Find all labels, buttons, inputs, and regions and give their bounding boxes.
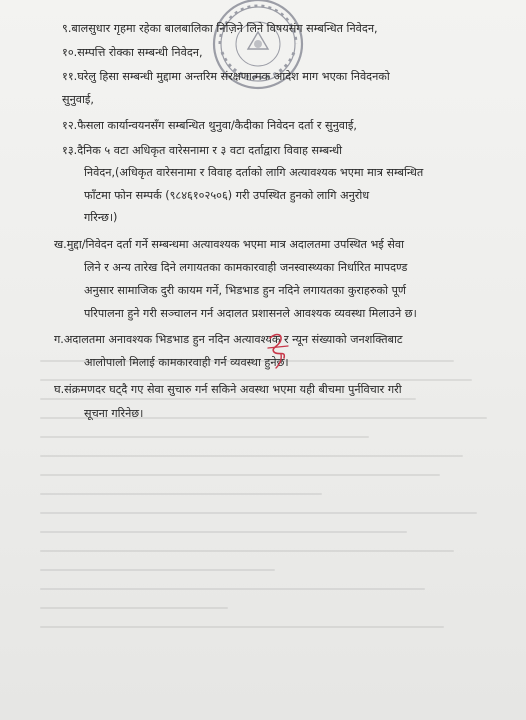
text-line-14: ग.अदालतमा अनावश्यक भिडभाड हुन नदिन अत्यावश्यक र न्यून संख्याको जनशक्तिबाट: [54, 333, 403, 346]
text-line-10: ख.मुद्दा/निवेदन दर्ता गर्ने सम्बन्धमा अत्यावश्यक भएमा मात्र अदालतमा उपस्थित भई सेवा: [54, 238, 405, 251]
text-line-4: सुनुवाई,: [62, 93, 94, 106]
text-line-3: ११.घरेलु हिसा सम्बन्धी मुद्दामा अन्तरिम संरक्षणात्मक आदेश माग भएका निवेदनको: [62, 70, 390, 83]
text-line-8: फाँटमा फोन सम्पर्क (९८४६१०२५०६) गरी उपस्थित हुनको लागि अनुरोध: [84, 189, 370, 202]
text-line-15: आलोपालो मिलाई कामकारवाही गर्न व्यवस्था हुनेछ।: [84, 356, 289, 369]
text-line-17: सूचना गरिनेछ।: [84, 407, 144, 420]
handwritten-signature-icon: [262, 330, 296, 370]
text-line-9: गरिन्छ।): [84, 211, 118, 224]
text-line-7: निवेदन,(अधिकृत वारेसनामा र विवाह दर्ताको लागि अत्यावश्यक भएमा मात्र सम्बन्धित: [84, 166, 424, 179]
text-line-16: घ.संक्रमणदर घट्दै गए सेवा सुचारु गर्न सकिने अवस्था भएमा यही बीचमा पुर्नविचार गरी: [54, 383, 402, 396]
text-line-12: अनुसार सामाजिक दुरी कायम गर्ने, भिडभाड हुन नदिने लगायतका कुराहरुको पूर्ण: [84, 284, 407, 297]
bleed-through-texture: [40, 360, 510, 660]
text-line-2: १०.सम्पत्ति रोक्का सम्बन्धी निवेदन,: [62, 46, 203, 59]
text-line-13: परिपालना हुने गरी सञ्चालन गर्न अदालत प्रशासनले आवश्यक व्यवस्था मिलाउने छ।: [84, 307, 417, 320]
text-line-5: १२.फैसला कार्यान्वयनसँग सम्बन्धित थुनुवा/कैदीका निवेदन दर्ता र सुनुवाई,: [62, 119, 357, 132]
text-line-1: ९.बालसुधार गृहमा रहेका बालबालिका निज़िने लिने विषयसंग सम्बन्धित निवेदन,: [62, 22, 378, 35]
text-line-11: लिने र अन्य तारेख दिने लगायतका कामकारवाही जनस्वास्थ्यका निर्धारित मापदण्ड: [84, 261, 408, 274]
text-line-6: १३.दैनिक ५ वटा अधिकृत वारेसनामा र ३ वटा दर्ताद्वारा विवाह सम्बन्धी: [62, 144, 343, 157]
